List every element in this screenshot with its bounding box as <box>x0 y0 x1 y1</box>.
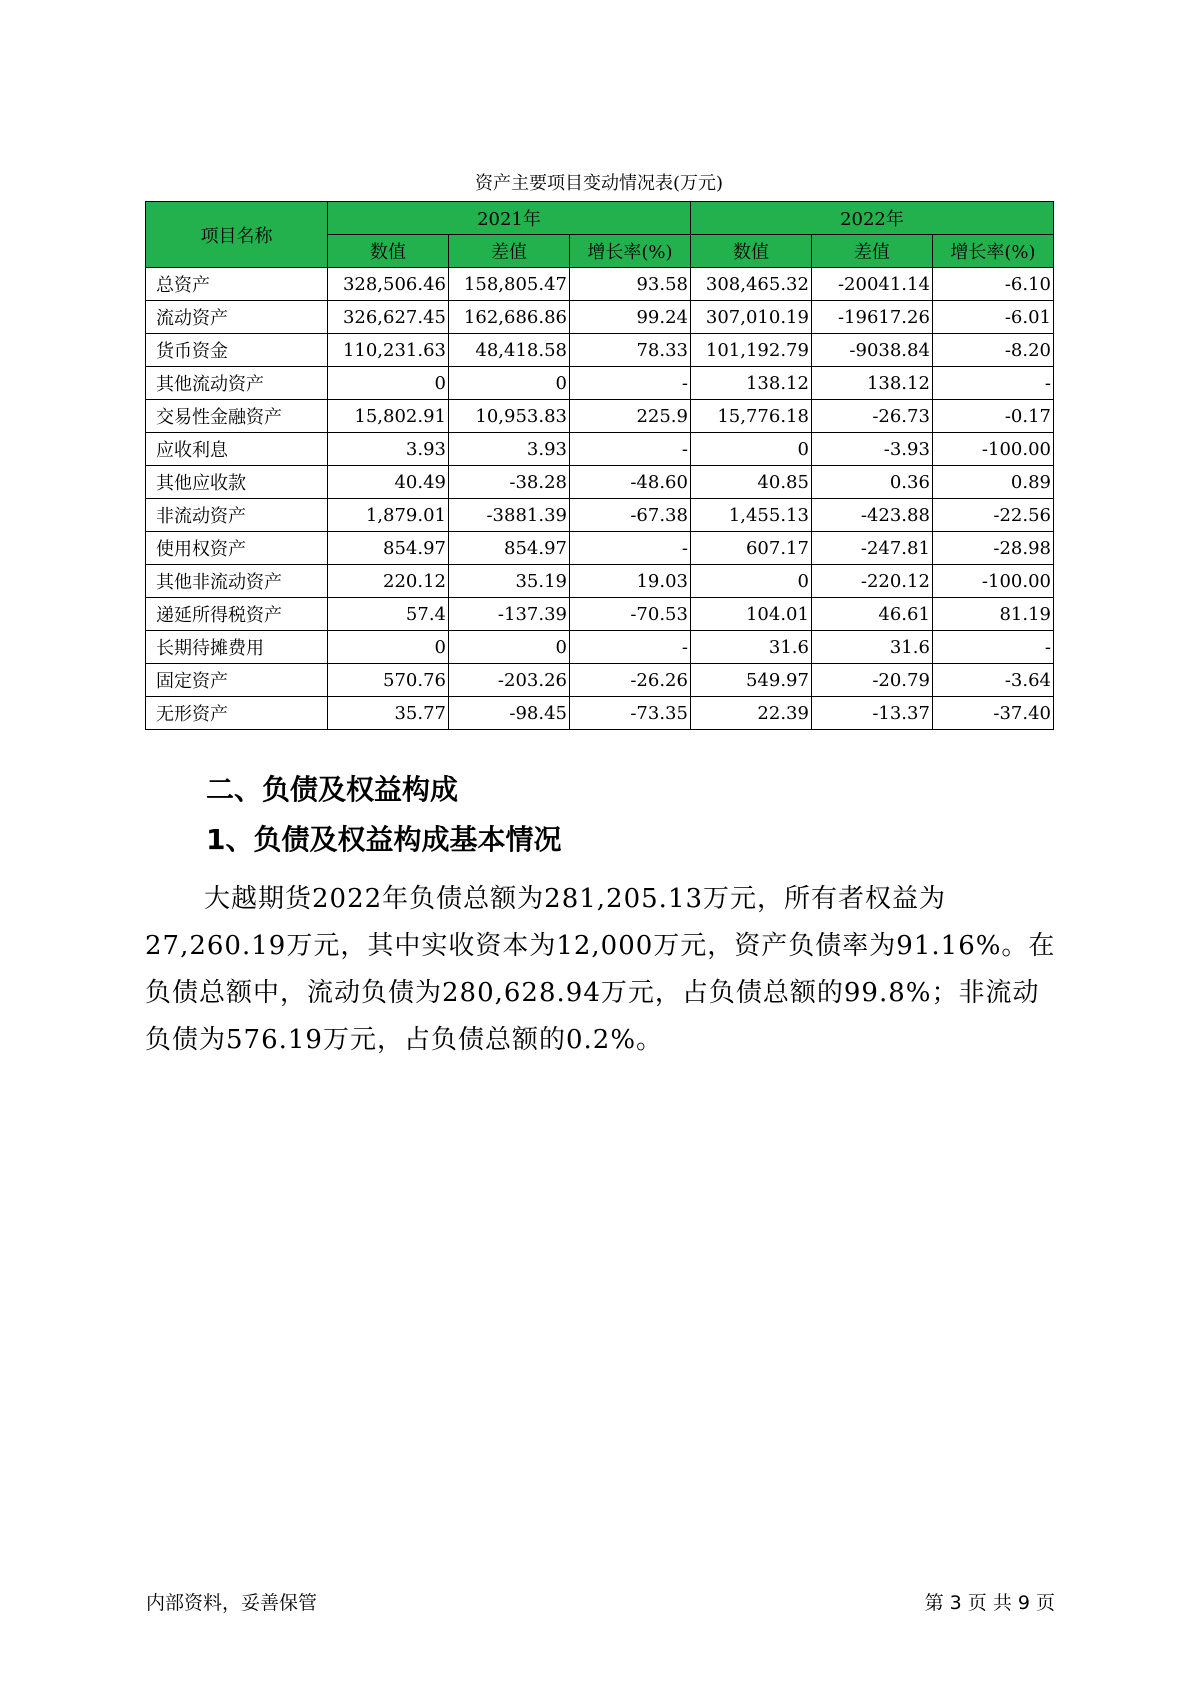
cell-g2022: -6.01 <box>932 301 1053 334</box>
cell-g2021: -26.26 <box>569 664 690 697</box>
cell-g2022: -100.00 <box>932 433 1053 466</box>
cell-g2022: 81.19 <box>932 598 1053 631</box>
cell-d2021: 10,953.83 <box>449 400 570 433</box>
cell-d2022: -423.88 <box>811 499 932 532</box>
row-item-name: 无形资产 <box>146 697 328 730</box>
cell-v2021: 0 <box>328 367 449 400</box>
cell-v2022: 0 <box>690 565 811 598</box>
cell-g2022: -3.64 <box>932 664 1053 697</box>
table-caption: 资产主要项目变动情况表(万元) <box>474 173 724 194</box>
cell-v2022: 0 <box>690 433 811 466</box>
table-row <box>146 499 1054 532</box>
header-value-2021: 数值 <box>328 235 449 268</box>
cell-g2022: -28.98 <box>932 532 1053 565</box>
row-item-name: 流动资产 <box>146 301 328 334</box>
cell-d2021: -98.45 <box>449 697 570 730</box>
cell-v2022: 104.01 <box>690 598 811 631</box>
cell-d2021: 35.19 <box>449 565 570 598</box>
row-item-name: 交易性金融资产 <box>146 400 328 433</box>
footer-page-number: 第 3 页 共 9 页 <box>924 1592 1055 1614</box>
cell-v2022: 31.6 <box>690 631 811 664</box>
cell-d2022: 0.36 <box>811 466 932 499</box>
cell-g2021: -73.35 <box>569 697 690 730</box>
cell-g2021: - <box>569 367 690 400</box>
header-growth-2022: 增长率(%) <box>932 235 1053 268</box>
cell-v2022: 1,455.13 <box>690 499 811 532</box>
table-row <box>146 697 1054 730</box>
cell-v2021: 326,627.45 <box>328 301 449 334</box>
cell-g2021: -70.53 <box>569 598 690 631</box>
cell-v2021: 3.93 <box>328 433 449 466</box>
section-subheading: 1、负债及权益构成基本情况 <box>206 823 562 856</box>
table-body <box>146 268 1054 730</box>
table-row <box>146 466 1054 499</box>
cell-g2021: - <box>569 631 690 664</box>
cell-v2021: 220.12 <box>328 565 449 598</box>
cell-d2022: 46.61 <box>811 598 932 631</box>
section-heading: 二、负债及权益构成 <box>206 773 459 806</box>
assets-change-table <box>145 201 1054 730</box>
cell-d2022: -13.37 <box>811 697 932 730</box>
cell-v2021: 15,802.91 <box>328 400 449 433</box>
cell-g2021: 78.33 <box>569 334 690 367</box>
row-item-name: 其他应收款 <box>146 466 328 499</box>
cell-d2022: -20.79 <box>811 664 932 697</box>
table-row <box>146 334 1054 367</box>
cell-d2022: -220.12 <box>811 565 932 598</box>
row-item-name: 总资产 <box>146 268 328 301</box>
cell-v2021: 1,879.01 <box>328 499 449 532</box>
header-growth-2021: 增长率(%) <box>569 235 690 268</box>
cell-g2021: -48.60 <box>569 466 690 499</box>
cell-d2022: -19617.26 <box>811 301 932 334</box>
table-row <box>146 565 1054 598</box>
cell-d2021: 3.93 <box>449 433 570 466</box>
cell-g2022: - <box>932 631 1053 664</box>
cell-d2022: 138.12 <box>811 367 932 400</box>
cell-d2022: -26.73 <box>811 400 932 433</box>
cell-g2022: -0.17 <box>932 400 1053 433</box>
cell-d2021: 158,805.47 <box>449 268 570 301</box>
cell-g2021: 225.9 <box>569 400 690 433</box>
cell-g2021: 19.03 <box>569 565 690 598</box>
cell-v2021: 570.76 <box>328 664 449 697</box>
table-row <box>146 631 1054 664</box>
cell-d2021: -38.28 <box>449 466 570 499</box>
row-item-name: 固定资产 <box>146 664 328 697</box>
cell-d2022: -9038.84 <box>811 334 932 367</box>
cell-v2021: 854.97 <box>328 532 449 565</box>
row-item-name: 其他非流动资产 <box>146 565 328 598</box>
cell-v2022: 40.85 <box>690 466 811 499</box>
row-item-name: 非流动资产 <box>146 499 328 532</box>
cell-g2021: - <box>569 433 690 466</box>
cell-v2022: 22.39 <box>690 697 811 730</box>
cell-g2022: -6.10 <box>932 268 1053 301</box>
cell-d2022: 31.6 <box>811 631 932 664</box>
cell-g2021: -67.38 <box>569 499 690 532</box>
table-row <box>146 301 1054 334</box>
row-item-name: 使用权资产 <box>146 532 328 565</box>
cell-d2022: -3.93 <box>811 433 932 466</box>
cell-g2021: 93.58 <box>569 268 690 301</box>
cell-v2022: 138.12 <box>690 367 811 400</box>
cell-d2021: 162,686.86 <box>449 301 570 334</box>
cell-d2021: 0 <box>449 631 570 664</box>
cell-v2021: 40.49 <box>328 466 449 499</box>
cell-g2022: -8.20 <box>932 334 1053 367</box>
cell-g2022: - <box>932 367 1053 400</box>
cell-d2022: -20041.14 <box>811 268 932 301</box>
cell-g2022: 0.89 <box>932 466 1053 499</box>
row-item-name: 应收利息 <box>146 433 328 466</box>
table-row <box>146 268 1054 301</box>
header-year-2022: 2022年 <box>690 202 1053 235</box>
cell-v2021: 328,506.46 <box>328 268 449 301</box>
cell-g2021: - <box>569 532 690 565</box>
cell-v2021: 110,231.63 <box>328 334 449 367</box>
table-row <box>146 598 1054 631</box>
cell-d2021: 0 <box>449 367 570 400</box>
cell-v2022: 101,192.79 <box>690 334 811 367</box>
cell-v2022: 15,776.18 <box>690 400 811 433</box>
cell-v2021: 35.77 <box>328 697 449 730</box>
row-item-name: 货币资金 <box>146 334 328 367</box>
cell-g2022: -37.40 <box>932 697 1053 730</box>
cell-v2022: 308,465.32 <box>690 268 811 301</box>
cell-d2021: -3881.39 <box>449 499 570 532</box>
footer-confidential-note: 内部资料，妥善保管 <box>146 1592 318 1614</box>
cell-d2021: -137.39 <box>449 598 570 631</box>
body-paragraph: 大越期货2022年负债总额为281,205.13万元，所有者权益为27,260.19万元，其中实收资本为12,000万元，资产负债率为91.16%。在负债总额中，流动负债为280,628.94万元，占负债总额的99.8%；非流动负债为576.19万元，占负债总额的0.2%。 <box>145 884 1056 1055</box>
cell-g2022: -100.00 <box>932 565 1053 598</box>
row-item-name: 其他流动资产 <box>146 367 328 400</box>
row-item-name: 递延所得税资产 <box>146 598 328 631</box>
cell-v2022: 549.97 <box>690 664 811 697</box>
cell-v2021: 0 <box>328 631 449 664</box>
table-row <box>146 367 1054 400</box>
cell-d2021: 48,418.58 <box>449 334 570 367</box>
row-item-name: 长期待摊费用 <box>146 631 328 664</box>
cell-d2022: -247.81 <box>811 532 932 565</box>
header-year-2021: 2021年 <box>328 202 691 235</box>
table-row <box>146 400 1054 433</box>
header-diff-2022: 差值 <box>811 235 932 268</box>
header-diff-2021: 差值 <box>449 235 570 268</box>
table-row <box>146 664 1054 697</box>
cell-g2022: -22.56 <box>932 499 1053 532</box>
cell-v2022: 307,010.19 <box>690 301 811 334</box>
table-row <box>146 532 1054 565</box>
table-row <box>146 433 1054 466</box>
cell-d2021: -203.26 <box>449 664 570 697</box>
cell-g2021: 99.24 <box>569 301 690 334</box>
cell-v2021: 57.4 <box>328 598 449 631</box>
cell-v2022: 607.17 <box>690 532 811 565</box>
header-value-2022: 数值 <box>690 235 811 268</box>
cell-d2021: 854.97 <box>449 532 570 565</box>
header-item-name: 项目名称 <box>146 202 328 268</box>
